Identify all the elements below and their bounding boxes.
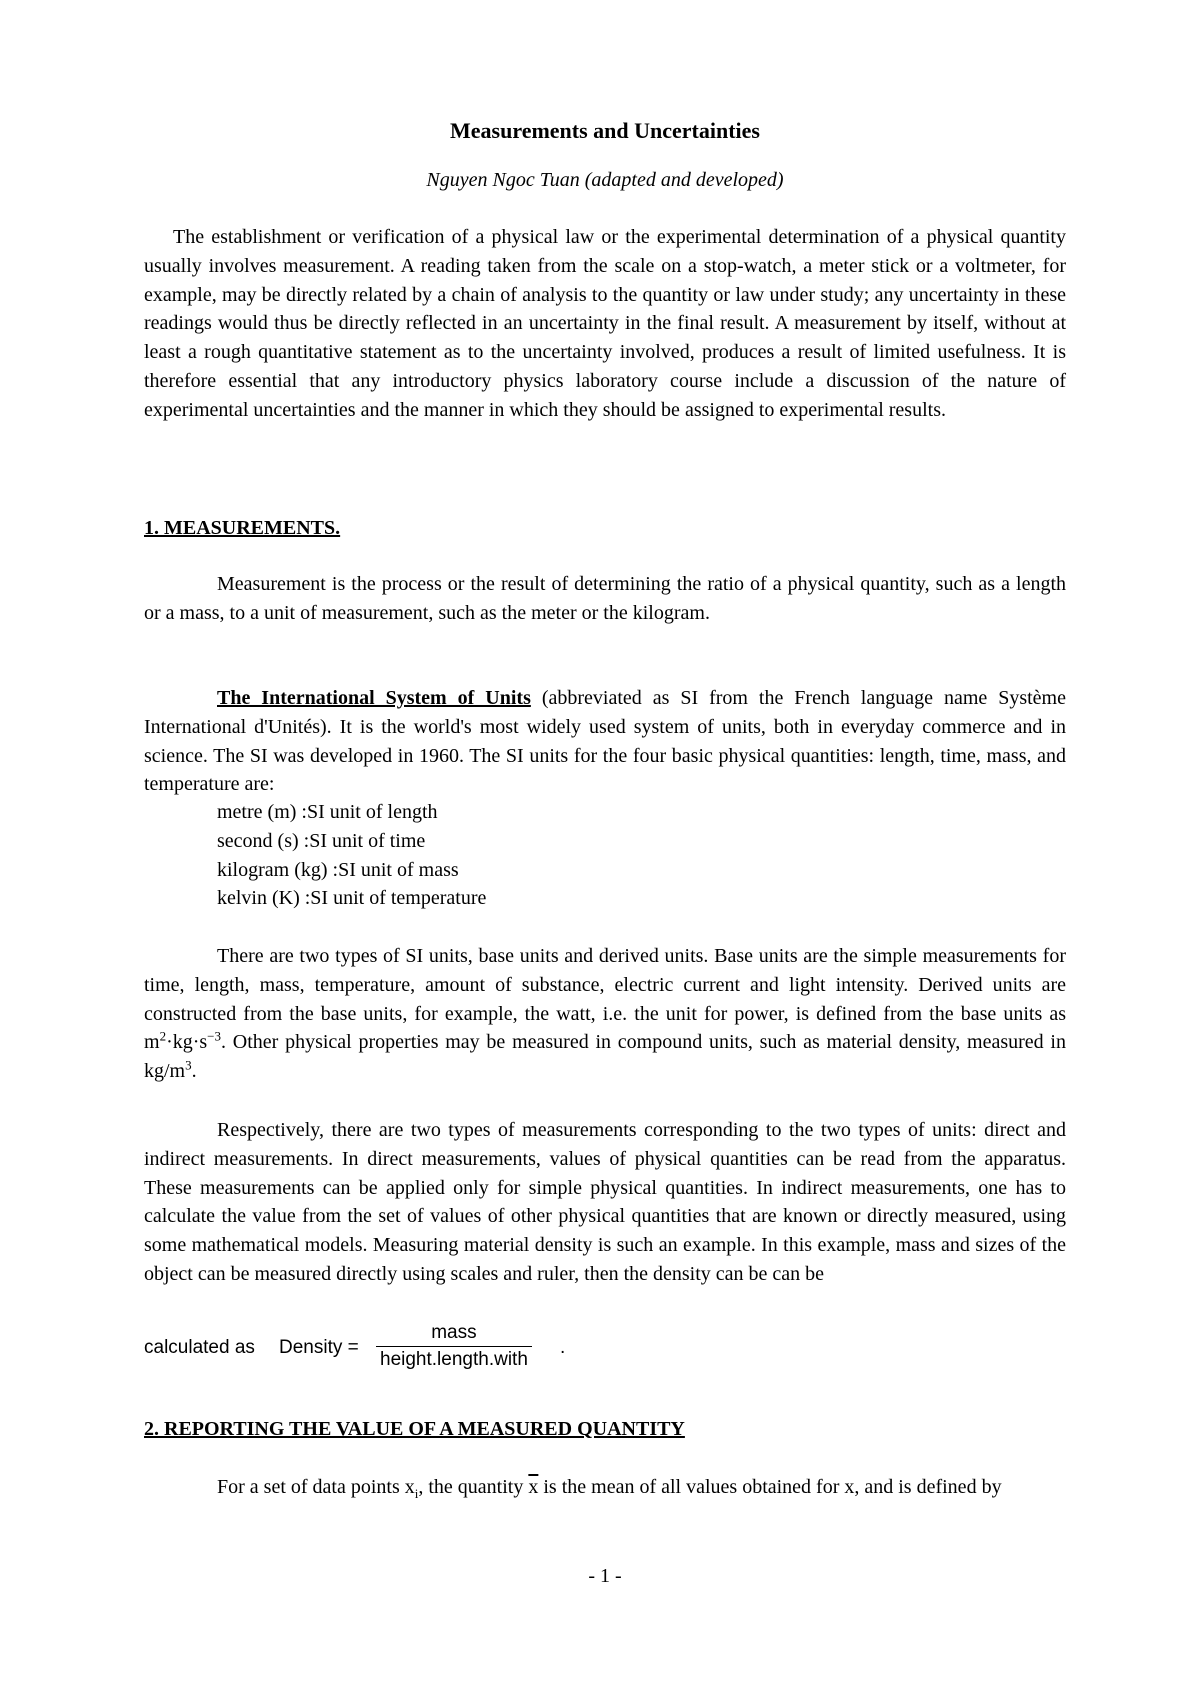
- fraction-numerator: mass: [376, 1320, 532, 1347]
- si-term: The International System of Units: [217, 687, 531, 709]
- exponent: 3: [185, 1057, 192, 1073]
- mean-definition-paragraph: [144, 1473, 1066, 1502]
- intro-paragraph: The establishment or verification of a physical law or the experimental determination of a physical quantity usually involves measurement. A reading taken from the scale on a stop-watch, a meter stick or a voltmeter, for example, may be directly related by a chain of analysis to the quantity or law under study; any uncertainty in these readings would thus be directly reflected in an uncertainty in the final result. A measurement by itself, without at least a rough quantitative statement as to the uncertainty involved, produces a result of limited usefulness. It is therefore essential that any introductory physics laboratory course include a discussion of the nature of experimental uncertainties and the manner in which they should be assigned to experimental results.: [144, 226, 1066, 421]
- subscript: i: [414, 1486, 419, 1501]
- si-types-text-c: . Other physical properties may be measured in compound units, such as material density, measured in kg/m: [144, 1031, 1066, 1083]
- exponent: 2: [159, 1028, 167, 1044]
- si-types-text-d: .: [191, 1060, 197, 1083]
- fraction-denominator: height.length.with: [380, 1349, 528, 1370]
- si-types-text-a: There are two types of SI units, base units and derived units. Base units are the simple measurements for time, length, mass, temperature, amount of substance, electric current and light intensity. Derived units are constructed from the base units, for example, the watt, i.e. the unit for power, is defined from the base units as m: [144, 945, 1066, 1054]
- si-unit-item: second (s) :SI unit of time: [217, 829, 426, 852]
- section-2-heading: 2. REPORTING THE VALUE OF A MEASURED QUANTITY: [144, 1418, 685, 1440]
- measurement-types-paragraph: Respectively, there are two types of measurements corresponding to the two types of units: direct and indirect measurements. In direct measurements, values of physical quantities can be read from the apparatus. These measurements can be applied only for simple physical quantities. In indirect measurements, one has to calculate the value from the set of values of other physical quantities that are known or directly measured, using some mathematical models. Measuring material density is such an example. In this example, mass and sizes of the object can be measured directly using scales and ruler, then the density can be can be: [144, 1119, 1066, 1285]
- si-types-text-b: ·kg·s: [166, 1031, 208, 1054]
- si-units-list: [217, 798, 486, 913]
- mean-text-a: For a set of data points x: [217, 1476, 415, 1498]
- si-unit-item: metre (m) :SI unit of length: [217, 801, 438, 823]
- density-formula-line: [144, 1320, 1066, 1380]
- si-unit-item: kilogram (kg) :SI unit of mass: [217, 858, 459, 881]
- x-bar-symbol: $\overline{x}$: [528, 1476, 539, 1498]
- si-description: (abbreviated as SI from the French language name Système International d'Unités). It is the world's most widely used system of units, both in everyday commerce and in science. The SI was developed in 1960. The SI units for the four basic physical quantities: length, time, mass, and temperature are:: [144, 687, 1066, 796]
- author-line: Nguyen Ngoc Tuan (adapted and developed): [426, 169, 784, 191]
- document-title: Measurements and Uncertainties: [450, 118, 760, 143]
- mean-text-c: is the mean of all values obtained for x, and is defined by: [538, 1476, 1002, 1498]
- page-number: - 1 -: [588, 1565, 622, 1587]
- measurement-definition-paragraph: Measurement is the process or the result of determining the ratio of a physical quantity, such as a length or a mass, to a unit of measurement, such as the meter or the kilogram.: [144, 573, 1066, 624]
- formula-end: .: [560, 1337, 566, 1358]
- formula-intro: calculated as: [144, 1337, 255, 1358]
- exponent: −3: [207, 1028, 222, 1044]
- si-types-paragraph: [144, 942, 1066, 1086]
- mean-text-b: , the quantity: [418, 1476, 529, 1498]
- si-unit-item: kelvin (K) :SI unit of temperature: [217, 887, 487, 910]
- formula-lhs: Density =: [279, 1337, 359, 1358]
- si-paragraph: [144, 684, 1066, 799]
- density-fraction: [376, 1320, 532, 1373]
- section-1-heading: 1. MEASUREMENTS.: [144, 517, 341, 539]
